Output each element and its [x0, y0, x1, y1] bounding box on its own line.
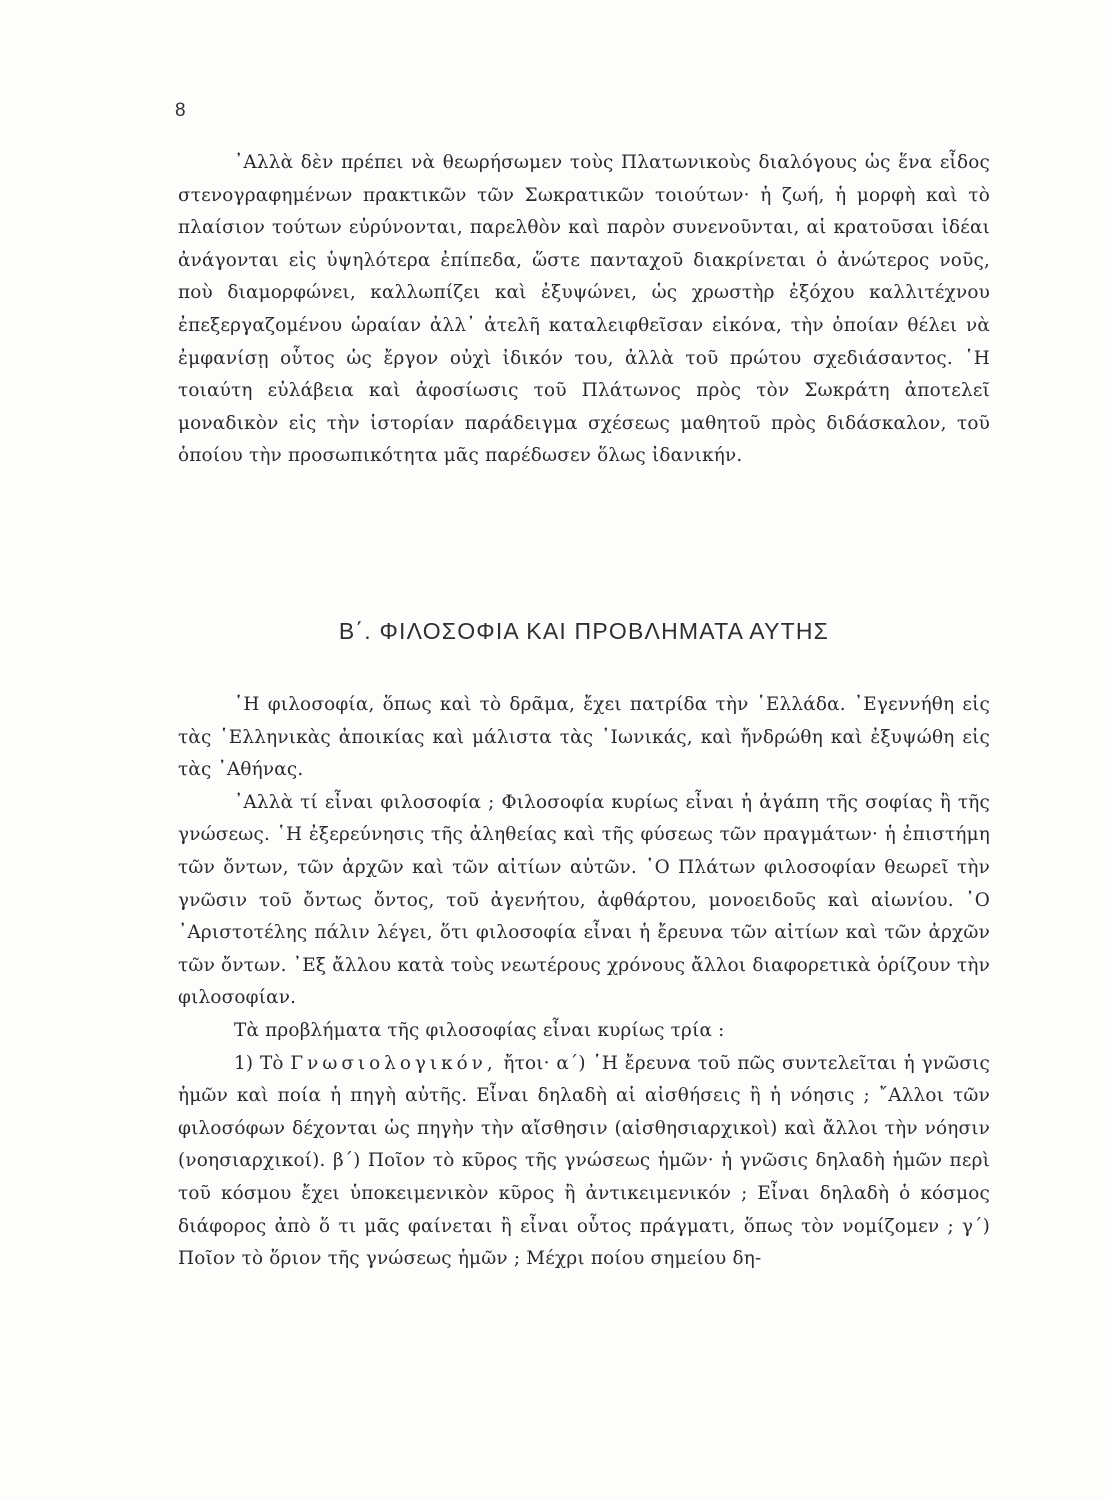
section-heading: Β΄. ΦΙΛΟΣΟΦΙΑ ΚΑΙ ΠΡΟΒΛΗΜΑΤΑ ΑΥΤΗΣ	[338, 618, 830, 644]
paragraph-platonic-dialogues: ᾿Αλλὰ δὲν πρέπει νὰ θεωρήσωμεν τοὺς Πλατωνικοὺς διαλόγους ὡς ἕνα εἶδος στενογραφημένων πρακτικῶν τῶν Σωκρατικῶν τοιούτων· ἡ ζωή, ἡ μορφὴ καὶ τὸ πλαίσιον τούτων εὐρύνονται, παρελθὸν καὶ παρὸν συνενοῦνται, αἱ κρατοῦσαι ἰδέαι ἀνάγονται εἰς ὑψηλότερα ἐπίπεδα, ὥστε πανταχοῦ διακρίνεται ὁ ἀνώτερος νοῦς, ποὺ διαμορφώνει, καλλωπίζει καὶ ἐξυψώνει, ὡς χρωστὴρ ἐξόχου καλλιτέχνου ἐπεξεργαζομένου ὡραίαν ἀλλ᾿ ἀτελῆ καταλειφθεῖσαν εἰκόνα, τὴν ὁποίαν θέλει νὰ ἐμφανίσῃ οὗτος ὡς ἔργον οὐχὶ ἰδικόν του, ἀλλὰ τοῦ πρώτου σχεδιάσαντος. ῾Η τοιαύτη εὐλάβεια καὶ ἀφοσίωσις τοῦ Πλάτωνος πρὸς τὸν Σωκράτη ἀποτελεῖ μοναδικὸν εἰς τὴν ἱστορίαν παράδειγμα σχέσεως μαθητοῦ πρὸς διδάσκαλον, τοῦ ὁποίου τὴν προσωπικότητα μᾶς παρέδωσεν ὅλως ἰδανικήν.	[178, 152, 990, 467]
section-2-text	[178, 689, 990, 1276]
problem-description: ἤτοι· α΄) ῾Η ἔρευνα τοῦ πῶς συντελεῖται ἡ γνῶσις ἡμῶν καὶ ποία ἡ πηγὴ αὐτῆς. Εἶναι δηλαδὴ αἱ αἰσθήσεις ἢ ἡ νόησις ; ῎Αλλοι τῶν φιλοσόφων δέχονται ὡς πηγὴν τὴν αἴσθησιν (αἰσθησιαρχικοὶ) καὶ ἄλλοι τὴν νόησιν (νοησιαρχικοί). β΄) Ποῖον τὸ κῦρος τῆς γνώσεως ἡμῶν· ἡ γνῶσις δηλαδὴ ἡμῶν περὶ τοῦ κόσμου ἔχει ὑποκειμενικὸν κῦρος ἢ ἀντικειμενικόν ; Εἶναι δηλαδὴ ὁ κόσμος διάφορος ἀπὸ ὅ τι μᾶς φαίνεται ἢ εἶναι οὗτος πράγματι, ὅπως τὸν νομίζομεν ; γ΄) Ποῖον τὸ ὅριον τῆς γνώσεως ἡμῶν ; Μέχρι ποίου σημείου δη-	[178, 1052, 991, 1270]
paragraph-epistemology	[178, 1048, 990, 1276]
section-1-text	[178, 147, 990, 473]
problem-term: Γνωσιολογικόν,	[290, 1052, 497, 1074]
paragraph-philosophy-definition: ᾿Αλλὰ τί εἶναι φιλοσοφία ; Φιλοσοφία κυρίως εἶναι ἡ ἀγάπη τῆς σοφίας ἢ τῆς γνώσεως. ῾Η ἐξερεύνησις τῆς ἀληθείας καὶ τῆς φύσεως τῶν πραγμάτων· ἡ ἐπιστήμη τῶν ὄντων, τῶν ἀρχῶν καὶ τῶν αἰτίων αὐτῶν. ῾Ο Πλάτων φιλοσοφίαν θεωρεῖ τὴν γνῶσιν τοῦ ὄντως ὄντος, τοῦ ἀγενήτου, ἀφθάρτου, μονοειδοῦς καὶ αἰωνίου. ῾Ο ᾿Αριστοτέλης πάλιν λέγει, ὅτι φιλοσοφία εἶναι ἡ ἔρευνα τῶν αἰτίων καὶ τῶν ἀρχῶν τῶν ὄντων. ᾿Εξ ἄλλου κατὰ τοὺς νεωτέρους χρόνους ἄλλοι διαφορετικὰ ὁρίζουν τὴν φιλοσοφίαν.	[178, 791, 990, 1009]
paragraph-problems-intro: Τὰ προβλήματα τῆς φιλοσοφίας εἶναι κυρίως τρία :	[234, 1019, 725, 1041]
paragraph-philosophy-origin: ῾Η φιλοσοφία, ὅπως καὶ τὸ δρᾶμα, ἔχει πατρίδα τὴν ῾Ελλάδα. ᾿Εγεννήθη εἰς τὰς ῾Ελληνικὰς ἀποικίας καὶ μάλιστα τὰς ᾿Ιωνικάς, καὶ ἤνδρώθη καὶ ἐξυψώθη εἰς τὰς ᾿Αθήνας.	[178, 694, 990, 781]
page-number: 8	[175, 100, 186, 121]
problem-number: 1) Τὸ	[234, 1052, 284, 1074]
